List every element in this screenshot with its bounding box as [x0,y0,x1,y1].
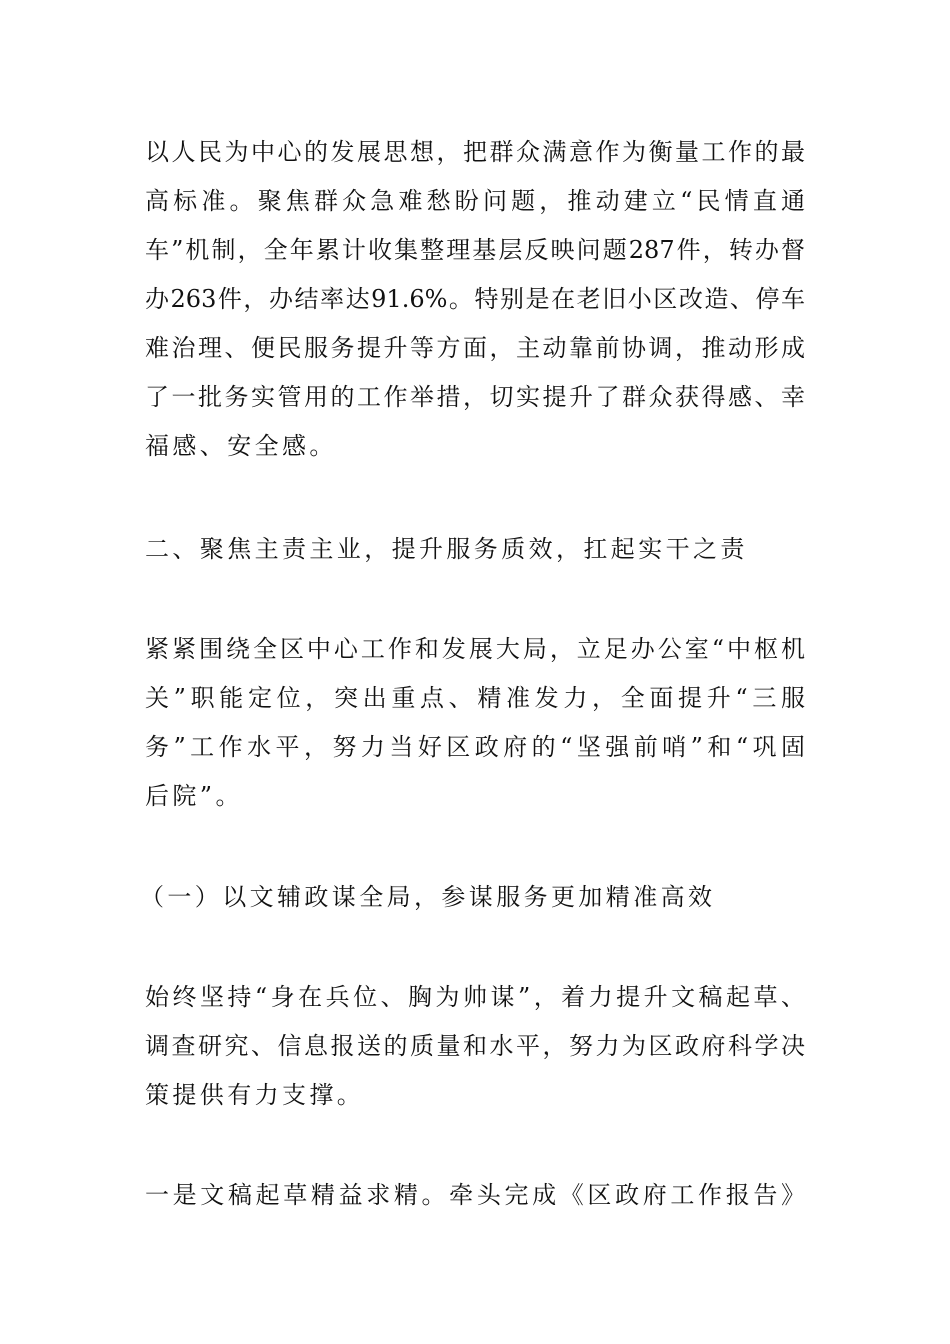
text-line: 关”职能定位，突出重点、精准发力，全面提升“三服 [145,684,805,712]
text-line: 一是文稿起草精益求精。牵头完成《区政府工作报告》 [145,1181,805,1209]
text-line: 策提供有力支撑。 [145,1081,365,1109]
text-line: 高标准。聚焦群众急难愁盼问题，推动建立“民情直通 [145,187,805,215]
text-line: 紧紧围绕全区中心工作和发展大局，立足办公室“中枢机 [145,635,805,663]
text-line: 调查研究、信息报送的质量和水平，努力为区政府科学决 [145,1032,805,1060]
text-line: 后院”。 [145,782,243,810]
text-line: 以人民为中心的发展思想，把群众满意作为衡量工作的最 [145,138,805,166]
text-line: 难治理、便民服务提升等方面，主动靠前协调，推动形成 [145,334,805,362]
text-line: 始终坚持“身在兵位、胸为帅谋”，着力提升文稿起草、 [145,983,805,1011]
text-line: 车”机制，全年累计收集整理基层反映问题287件，转办督 [145,236,805,264]
text-line: 务”工作水平，努力当好区政府的“坚强前哨”和“巩固 [145,733,805,761]
section-heading: 二、聚焦主责主业，提升服务质效，扛起实干之责 [145,535,748,563]
text-line: 福感、安全感。 [145,432,337,460]
subsection-heading: （一）以文辅政谋全局，参谋服务更加精准高效 [140,883,716,911]
text-line: 了一批务实管用的工作举措，切实提升了群众获得感、幸 [145,383,805,411]
text-line: 办263件，办结率达91.6%。特别是在老旧小区改造、停车 [145,285,805,313]
